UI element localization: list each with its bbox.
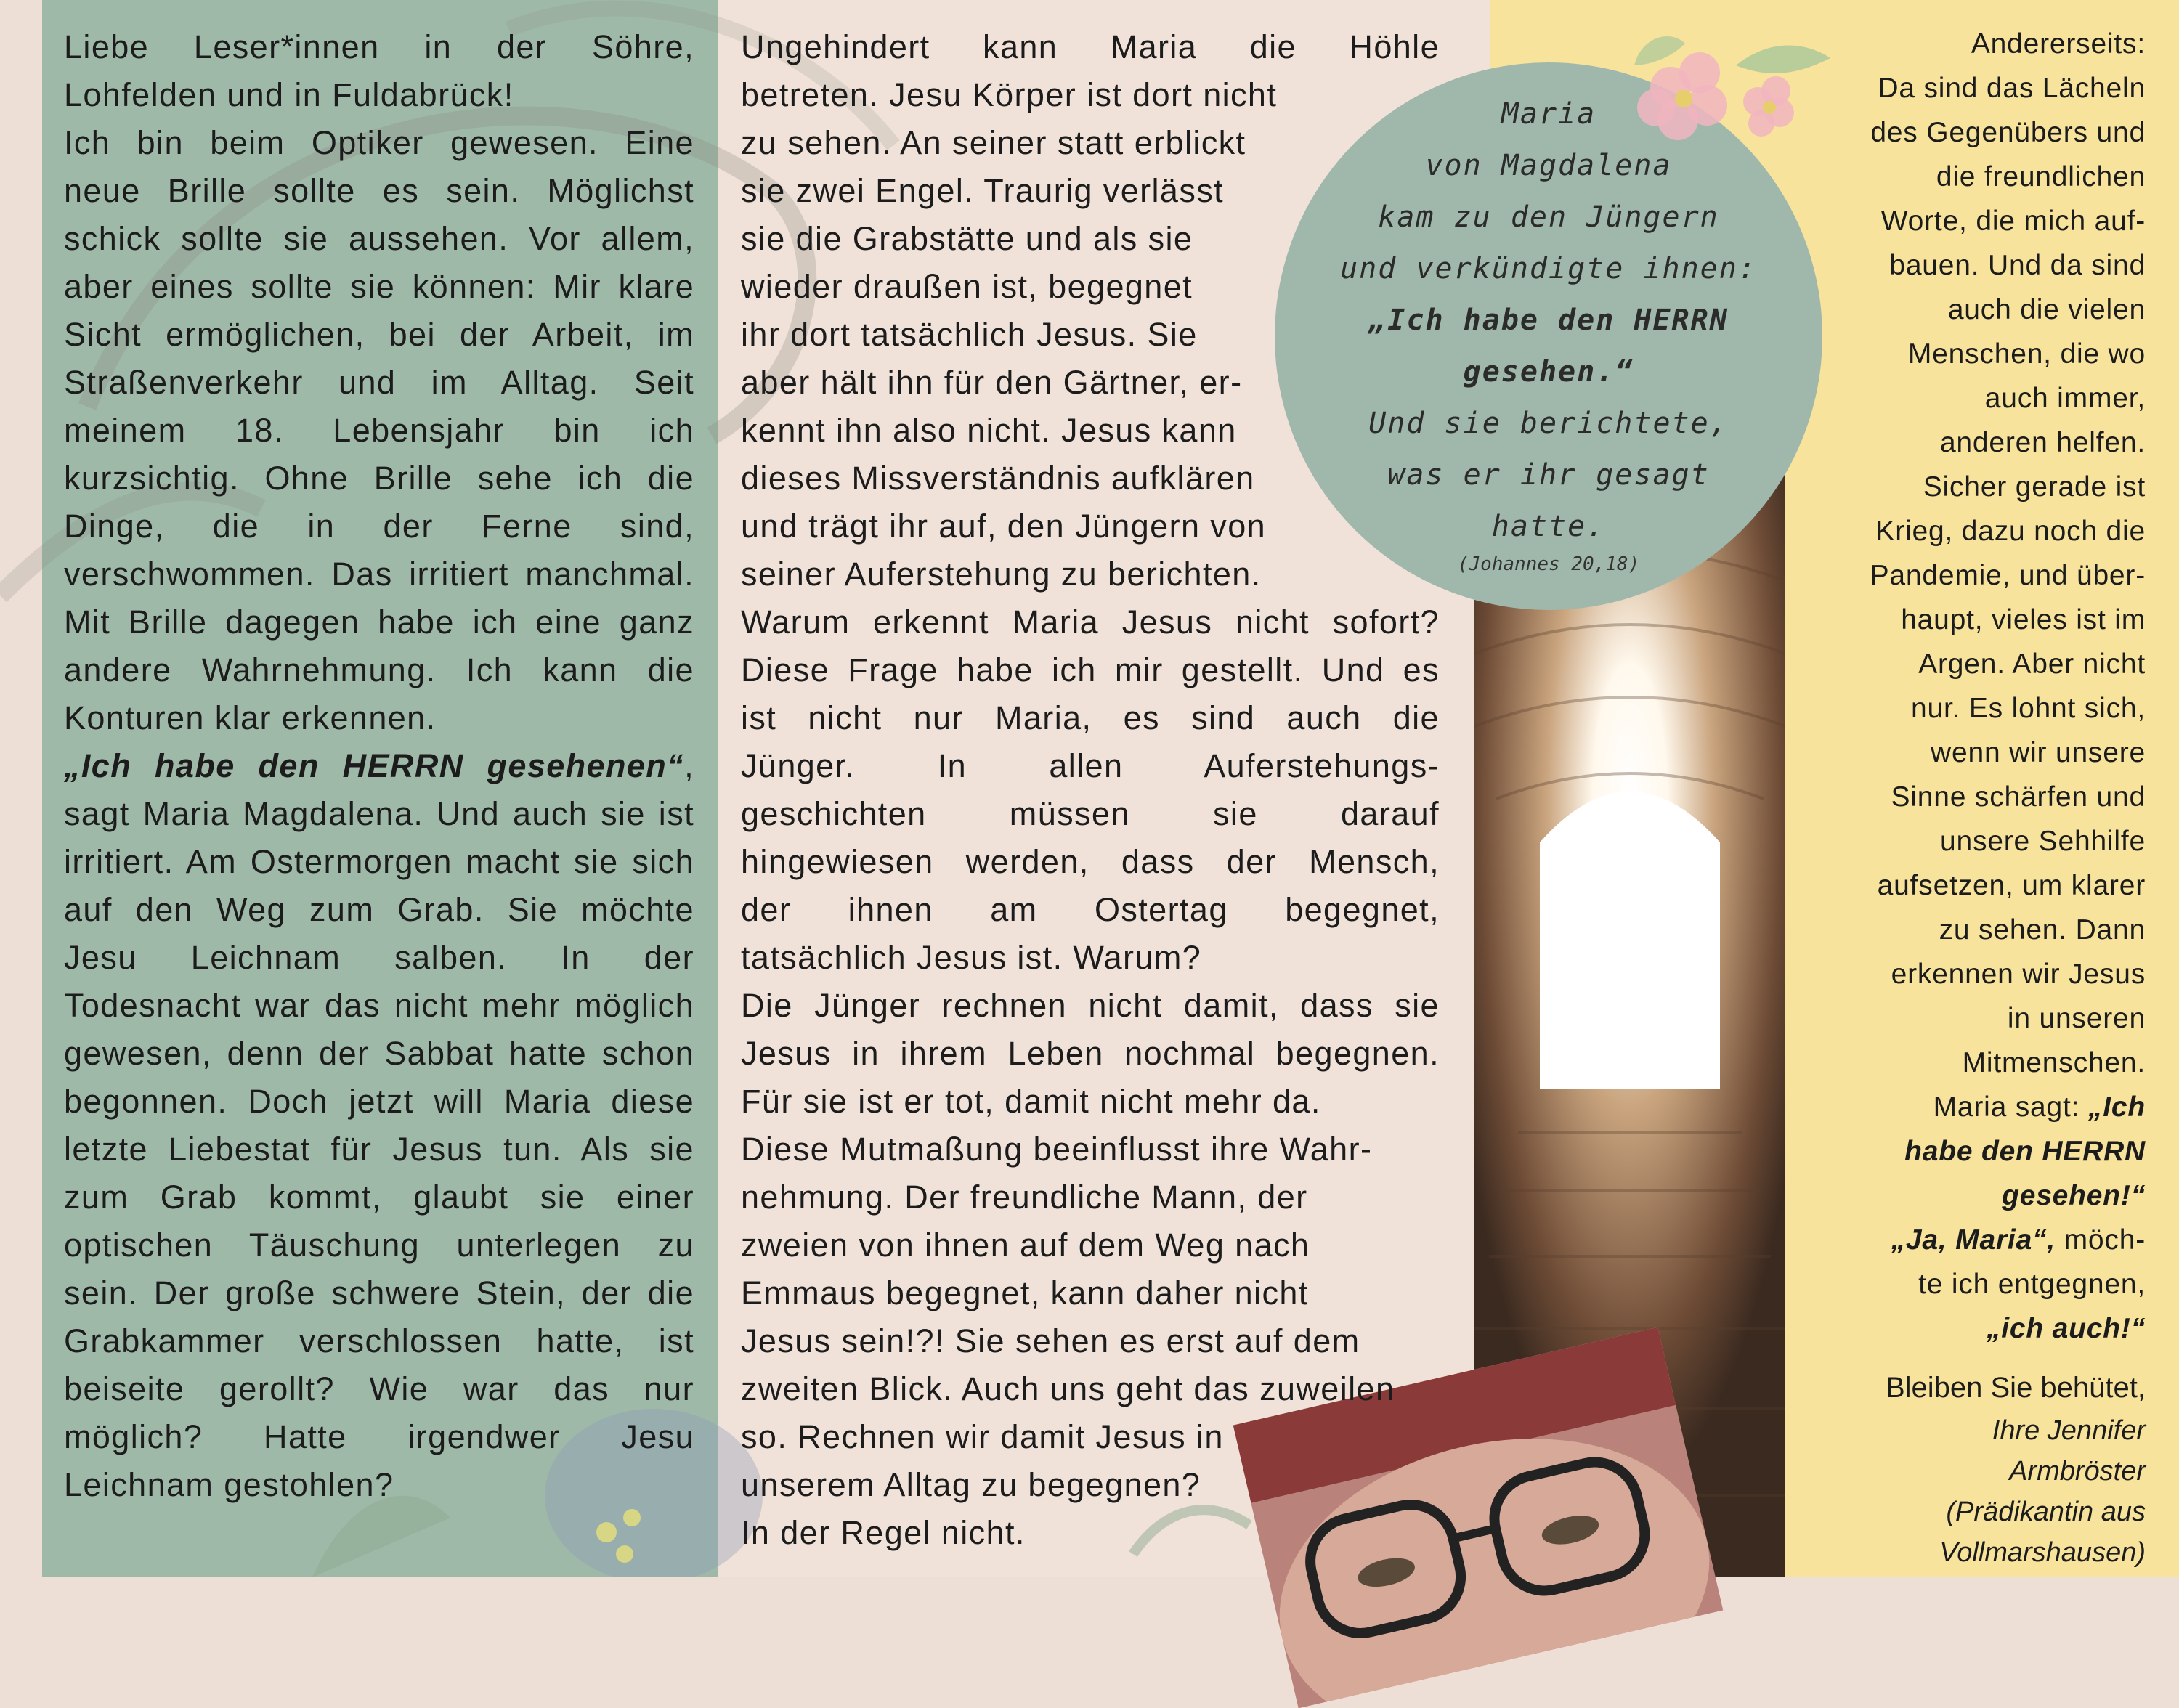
maria-says-quote-1: „Ich xyxy=(2087,1091,2146,1123)
quote-line-7: Und sie berichtete, xyxy=(1368,407,1729,440)
right-text-line: Krieg, dazu noch die xyxy=(1875,516,2146,547)
middle-text-line: Diese Mutmaßung beeinflusst ihre Wahr- xyxy=(741,1131,1373,1168)
right-text-line: aufsetzen, um klarer xyxy=(1877,870,2146,901)
middle-text-line: nehmung. Der freundliche Mann, der xyxy=(741,1179,1308,1216)
middle-text-line: ist nicht nur Maria, es sind auch die xyxy=(741,699,1440,736)
quote-line-4: und verkündigte ihnen: xyxy=(1340,252,1757,285)
right-text-line: Argen. Aber nicht xyxy=(1918,648,2146,680)
middle-text-line: zweiten Blick. Auch uns geht das zuweilen xyxy=(741,1370,1395,1407)
middle-text-line: hingewiesen werden, dass der Mensch, xyxy=(741,843,1440,880)
right-text-line: auch immer, xyxy=(1984,383,2146,414)
right-text-line: Sinne schärfen und xyxy=(1891,781,2146,813)
maria-says-prefix: Maria sagt: xyxy=(1933,1091,2088,1123)
middle-text-line: Die Jünger rechnen nicht damit, dass sie xyxy=(741,987,1440,1024)
right-text-line: in unseren xyxy=(2007,1003,2146,1034)
maria-says-quote-3: gesehen!“ xyxy=(2002,1180,2146,1211)
signature-line-3: (Prädikantin aus xyxy=(1946,1497,2146,1527)
middle-text-line: unserem Alltag zu begegnen? xyxy=(741,1466,1201,1503)
signature-line-4: Vollmarshausen) xyxy=(1939,1537,2146,1568)
signature-block xyxy=(1794,1365,2146,1573)
ja-maria-line xyxy=(1794,1218,2146,1262)
middle-text-line: Für sie ist er tot, damit nicht mehr da. xyxy=(741,1083,1321,1120)
middle-text-line: Jünger. In allen Auferstehungs- xyxy=(741,747,1440,784)
right-text-line: Menschen, die wo xyxy=(1907,338,2146,370)
quote-reference: (Johannes 20,18) xyxy=(1457,553,1640,575)
maria-paragraph xyxy=(64,742,694,1509)
right-text-line: Da sind das Lächeln xyxy=(1878,73,2146,104)
middle-text-line: und trägt ihr auf, den Jüngern von xyxy=(741,508,1267,545)
right-text-line: unsere Sehhilfe xyxy=(1939,826,2146,857)
entgegnen-line: te ich entgegnen, xyxy=(1918,1269,2146,1300)
middle-text-line: Jesus in ihrem Leben nochmal begegnen. xyxy=(741,1035,1440,1072)
right-text-line: zu sehen. Dann xyxy=(1939,914,2146,946)
middle-text-line: zweien von ihnen auf dem Weg nach xyxy=(741,1227,1310,1264)
middle-text-line: Emmaus begegnet, kann daher nicht xyxy=(741,1274,1309,1312)
middle-text-line: Jesus sein!?! Sie sehen es erst auf dem xyxy=(741,1322,1360,1359)
middle-text-line: betreten. Jesu Körper ist dort nicht xyxy=(741,76,1278,113)
middle-text-line: seiner Auferstehung zu berichten. xyxy=(741,556,1262,593)
ich-auch-line: „ich auch!“ xyxy=(1987,1313,2146,1344)
middle-text-line: geschichten müssen sie darauf xyxy=(741,795,1440,832)
middle-text-line: wieder draußen ist, begegnet xyxy=(741,268,1193,305)
right-text-line: Sicher gerade ist xyxy=(1923,471,2146,503)
right-text-line: des Gegenübers und xyxy=(1870,117,2146,148)
middle-text-line: dieses Missverständnis aufklären xyxy=(741,460,1255,497)
quote-line-6: gesehen.“ xyxy=(1463,355,1634,389)
maria-quote: „Ich habe den HERRN gesehenen“ xyxy=(64,747,685,784)
closing-line: Bleiben Sie behütet, xyxy=(1885,1372,2146,1404)
right-text-line: auch die vielen xyxy=(1947,294,2146,325)
right-text-line: nur. Es lohnt sich, xyxy=(1910,693,2146,724)
right-column-text xyxy=(1794,22,2146,1351)
middle-text-line: Diese Frage habe ich mir gestellt. Und es xyxy=(741,651,1440,688)
right-text-line: Andererseits: xyxy=(1971,28,2146,60)
quote-line-3: kam zu den Jüngern xyxy=(1378,200,1719,234)
middle-text-line: zu sehen. An seiner statt erblickt xyxy=(741,124,1246,161)
right-text-line: die freundlichen xyxy=(1936,161,2146,192)
middle-text-line: aber hält ihn für den Gärtner, er- xyxy=(741,364,1243,401)
maria-paragraph-body: , sagt Maria Magdalena. Und auch sie ist irritiert. Am Ostermorgen macht sie sich auf den Weg zum Grab. Sie möchte Jesu Leichnam salben. In der Todesnacht war das nicht mehr möglich gewesen, denn der Sabbat hatte schon begonnen. Doch jetzt will Maria diese letzte Liebestat für Jesus tun. Als sie zum Grab kommt, glaubt sie einer optischen Täuschung unterlegen zu sein. Der große schwere Stein, der die Grabkammer verschlossen hatte, ist beiseite gerollt? Wie war das nur möglich? Hatte irgendwer Jesu Leichnam gestohlen? xyxy=(64,747,694,1503)
right-text-line: Mitmenschen. xyxy=(1962,1047,2146,1078)
middle-text-line: In der Regel nicht. xyxy=(741,1514,1026,1551)
left-column-text xyxy=(64,23,694,1509)
quote-line-8: was er ihr gesagt xyxy=(1387,458,1710,492)
middle-text-line: der ihnen am Ostertag begegnet, xyxy=(741,891,1440,928)
middle-text-line: kennt ihn also nicht. Jesus kann xyxy=(741,412,1237,449)
moech: möch- xyxy=(2056,1224,2146,1256)
quote-line-1: Maria xyxy=(1501,97,1596,131)
right-text-line: erkennen wir Jesus xyxy=(1891,959,2146,990)
middle-text-line: sie die Grabstätte und als sie xyxy=(741,220,1193,257)
right-text-line: Worte, die mich auf- xyxy=(1880,206,2146,237)
right-text-line: Pandemie, und über- xyxy=(1870,560,2146,591)
middle-text-line: so. Rechnen wir damit Jesus in xyxy=(741,1418,1224,1455)
maria-says-line xyxy=(1794,1085,2146,1129)
middle-text-line: sie zwei Engel. Traurig verlässt xyxy=(741,172,1225,209)
quote-line-2: von Magdalena xyxy=(1425,149,1672,182)
maria-says-quote-2: habe den HERRN xyxy=(1904,1136,2146,1167)
right-text-line: haupt, vieles ist im xyxy=(1901,604,2146,635)
right-text-line: wenn wir unsere xyxy=(1931,737,2146,768)
ja-maria: „Ja, Maria“, xyxy=(1891,1224,2056,1256)
signature-line-1: Ihre Jennifer xyxy=(1992,1415,2146,1446)
middle-text-line: Warum erkennt Maria Jesus nicht sofort? xyxy=(741,603,1440,640)
signature-line-2: Armbröster xyxy=(2009,1456,2146,1487)
greeting-paragraph: Liebe Leser*innen in der Söhre, Lohfelden und in Fuldabrück! xyxy=(64,28,694,113)
middle-text-line: tatsächlich Jesus ist. Warum? xyxy=(741,939,1202,976)
middle-text-line: ihr dort tatsächlich Jesus. Sie xyxy=(741,316,1198,353)
middle-column-text xyxy=(741,23,1440,1557)
quote-line-5: „Ich habe den HERRN xyxy=(1368,304,1729,337)
right-text-line: anderen helfen. xyxy=(1939,427,2146,458)
middle-text-line: Ungehindert kann Maria die Höhle xyxy=(741,28,1440,65)
quote-line-9: hatte. xyxy=(1491,510,1606,543)
optician-paragraph: Ich bin beim Optiker gewesen. Eine neue Brille sollte es sein. Möglichst schick sollte sie aussehen. Vor allem, aber eines sollte sie können: Mir klare Sicht ermöglichen, bei der Arbeit, im Straßenverkehr und im Alltag. Seit meinem 18. Lebensjahr bin ich kurzsichtig. Ohne Brille sehe ich die Dinge, die in der Ferne sind, verschwommen. Das irritiert manchmal. Mit Brille dagegen habe ich eine ganz andere Wahrnehmung. Ich kann die Konturen klar erkennen. xyxy=(64,124,694,736)
right-text-line: bauen. Und da sind xyxy=(1889,250,2146,281)
